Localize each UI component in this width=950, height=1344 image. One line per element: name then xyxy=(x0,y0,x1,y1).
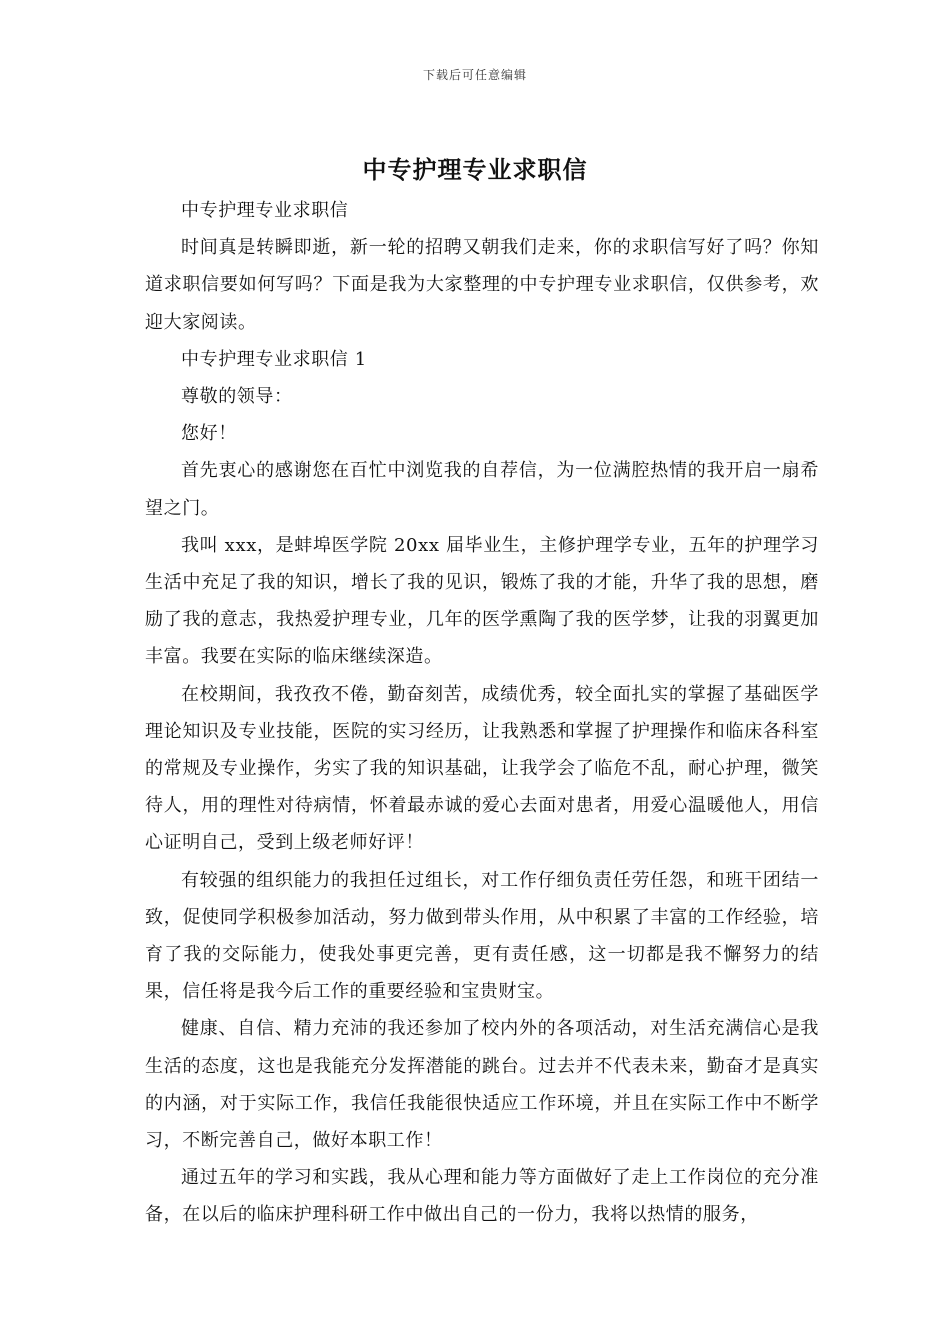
paragraph: 时间真是转瞬即逝，新一轮的招聘又朝我们走来，你的求职信写好了吗？你知道求职信要如何写吗？下面是我为大家整理的中专护理专业求职信，仅供参考，欢迎大家阅读。 xyxy=(145,237,819,333)
paragraph: 首先衷心的感谢您在百忙中浏览我的自荐信，为一位满腔热情的我开启一扇希望之门。 xyxy=(145,460,819,519)
paragraph: 健康、自信、精力充沛的我还参加了校内外的各项活动，对生活充满信心是我生活的态度，这也是我能充分发挥潜能的跳台。过去并不代表未来，勤奋才是真实的内涵，对于实际工作，我信任我能很快适应工作环境，并且在实际工作中不断学习，不断完善自己，做好本职工作！ xyxy=(145,1018,819,1152)
paragraph: 中专护理专业求职信 1 xyxy=(181,348,367,370)
paragraph: 通过五年的学习和实践，我从心理和能力等方面做好了走上工作岗位的充分准备，在以后的临床护理科研工作中做出自己的一份力，我将以热情的服务， xyxy=(145,1167,819,1226)
paragraph: 中专护理专业求职信 xyxy=(181,200,349,221)
paragraph: 有较强的组织能力的我担任过组长，对工作仔细负责任劳任怨，和班干团结一致，促使同学积极参加活动，努力做到带头作用，从中积累了丰富的工作经验，培育了我的交际能力，使我处事更完善，更有责任感，这一切都是我不懈努力的结果，信任将是我今后工作的重要经验和宝贵财宝。 xyxy=(145,869,819,1003)
document-title: 中专护理专业求职信 xyxy=(362,155,588,184)
paragraph: 尊敬的领导： xyxy=(181,386,293,408)
paragraph: 我叫 xxx，是蚌埠医学院 20xx 届毕业生，主修护理学专业，五年的护理学习生活中充足了我的知识，增长了我的见识，锻炼了我的才能，升华了我的思想，磨励了我的意志，我热爱护理专业，几年的医学熏陶了我的医学梦，让我的羽翼更加丰富。我要在实际的临床继续深造。 xyxy=(145,534,819,668)
document-body xyxy=(145,192,819,1234)
paragraph: 在校期间，我孜孜不倦，勤奋刻苦，成绩优秀，较全面扎实的掌握了基础医学理论知识及专业技能，医院的实习经历，让我熟悉和掌握了护理操作和临床各科室的常规及专业操作，劣实了我的知识基础，让我学会了临危不乱，耐心护理，微笑待人，用的理性对待病情，怀着最赤诚的爱心去面对患者，用爱心温暖他人，用信心证明自己，受到上级老师好评！ xyxy=(145,683,819,854)
paragraph: 您好！ xyxy=(181,423,237,445)
header-note: 下载后可任意编辑 xyxy=(422,68,527,82)
